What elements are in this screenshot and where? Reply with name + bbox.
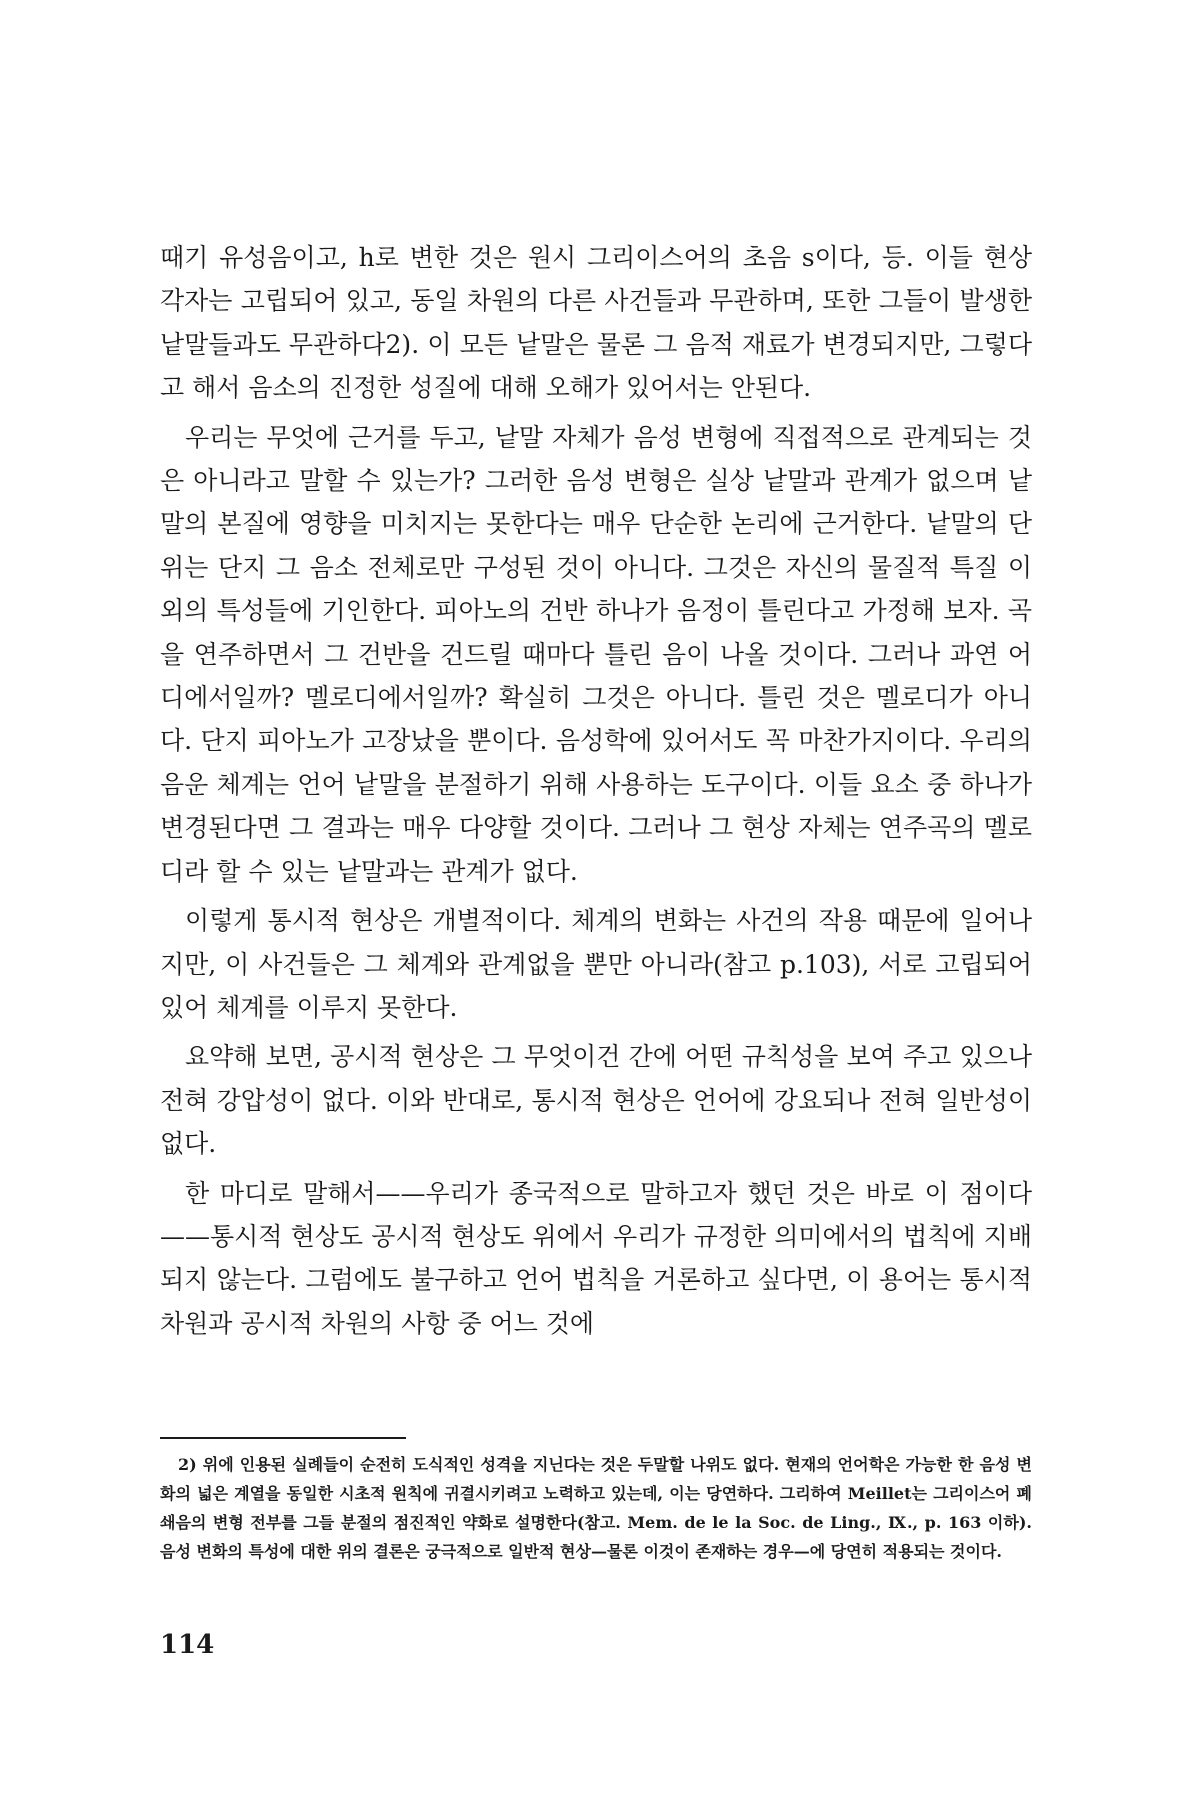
page-number: 114 <box>160 1630 215 1660</box>
footnote <box>160 1450 1032 1566</box>
paragraph-2: 우리는 무엇에 근거를 두고, 낱말 자체가 음성 변형에 직접적으로 관계되는 것은 아니라고 말할 수 있는가? 그러한 음성 변형은 실상 낱말과 관계가 없으며 낱말의 본질에 영향을 미치지는 못한다는 매우 단순한 논리에 근거한다. 낱말의 단위는 단지 그 음소 전체로만 구성된 것이 아니다. 그것은 자신의 물질적 특질 이외의 특성들에 기인한다. 피아노의 건반 하나가 음정이 틀린다고 가정해 보자. 곡을 연주하면서 그 건반을 건드릴 때마다 틀린 음이 나올 것이다. 그러나 과연 어디에서일까? 멜로디에서일까? 확실히 그것은 아니다. 틀린 것은 멜로디가 아니다. 단지 피아노가 고장났을 뿐이다. 음성학에 있어서도 꼭 마찬가지이다. 우리의 음운 체계는 언어 낱말을 분절하기 위해 사용하는 도구이다. 이들 요소 중 하나가 변경된다면 그 결과는 매우 다양할 것이다. 그러나 그 현상 자체는 연주곡의 멜로디라 할 수 있는 낱말과는 관계가 없다. <box>160 422 1032 886</box>
paragraph-4: 요약해 보면, 공시적 현상은 그 무엇이건 간에 어떤 규칙성을 보여 주고 있으나 전혀 강압성이 없다. 이와 반대로, 통시적 현상은 언어에 강요되나 전혀 일반성이 없다. <box>160 1042 1032 1159</box>
paragraph-1: 때기 유성음이고, h로 변한 것은 원시 그리이스어의 초음 s이다, 등. 이들 현상 각자는 고립되어 있고, 동일 차원의 다른 사건들과 무관하며, 또한 그들이 발생한 낱말들과도 무관하다2). 이 모든 낱말은 물론 그 음적 재료가 변경되지만, 그렇다고 해서 음소의 진정한 성질에 대해 오해가 있어서는 안된다. <box>160 243 1032 403</box>
body-text <box>160 236 1032 1345</box>
footnote-divider <box>160 1437 406 1439</box>
footnote-text: 2) 위에 인용된 실례들이 순전히 도식적인 성격을 지닌다는 것은 두말할 나위도 없다. 현재의 언어학은 가능한 한 음성 변화의 넓은 계열을 동일한 시초적 원칙에 귀결시키려고 노력하고 있는데, 이는 당연하다. 그리하여 Meillet는 그리이스어 폐쇄음의 변형 전부를 그들 분절의 점진적인 약화로 설명한다(참고. Mem. de le la Soc. de Ling., Ⅸ., p. 163 이하). 음성 변화의 특성에 대한 위의 결론은 궁극적으로 일반적 현상—물론 이것이 존재하는 경우—에 당연히 적용되는 것이다. <box>160 1455 1032 1561</box>
paragraph-5: 한 마디로 말해서——우리가 종국적으로 말하고자 했던 것은 바로 이 점이다——통시적 현상도 공시적 현상도 위에서 우리가 규정한 의미에서의 법칙에 지배되지 않는다. 그럼에도 불구하고 언어 법칙을 거론하고 싶다면, 이 용어는 통시적 차원과 공시적 차원의 사항 중 어느 것에 <box>160 1178 1032 1338</box>
paragraph-3: 이렇게 통시적 현상은 개별적이다. 체계의 변화는 사건의 작용 때문에 일어나지만, 이 사건들은 그 체계와 관계없을 뿐만 아니라(참고 p.103), 서로 고립되어 있어 체계를 이루지 못한다. <box>160 906 1032 1022</box>
